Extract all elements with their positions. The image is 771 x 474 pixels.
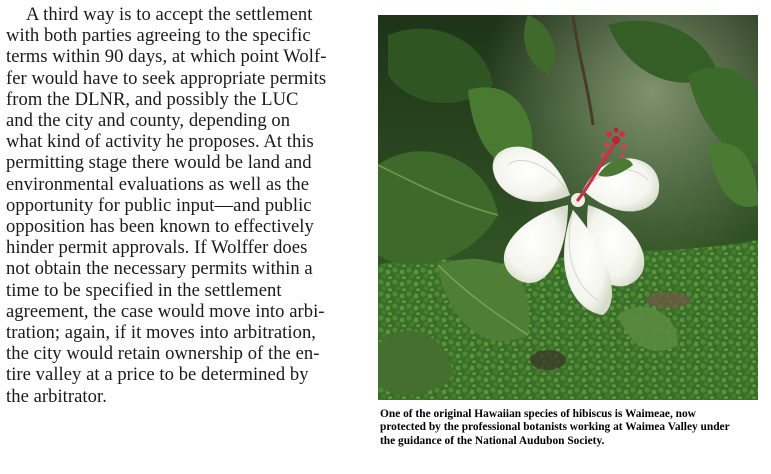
hibiscus-illustration (378, 15, 758, 400)
article-line: opportunity for public input—and public (6, 194, 312, 216)
article-line: tire valley at a price to be determined by (6, 364, 309, 386)
article-paragraph (6, 4, 366, 407)
article-line: the arbitrator. (6, 385, 107, 407)
article-line: the city would retain ownership of the en- (6, 343, 320, 365)
article-column (6, 4, 366, 470)
article-line: tration; again, if it moves into arbitration, (6, 322, 317, 344)
caption-line: protected by the professional botanists working at Waimea Valley under (380, 421, 730, 434)
caption-line: the guidance of the National Audubon Society. (380, 434, 605, 447)
article-line: opposition has been known to effectively (6, 216, 314, 238)
article-line: fer would have to seek appropriate permits (6, 67, 327, 89)
article-line: agreement, the case would move into arbi- (6, 300, 325, 322)
photo-caption (380, 408, 758, 448)
article-line: from the DLNR, and possibly the LUC (6, 88, 299, 110)
article-line: hinder permit approvals. If Wolffer does (6, 237, 308, 259)
article-line: and the city and county, depending on (6, 110, 291, 132)
article-line: A third way is to accept the settlement (26, 4, 313, 25)
article-line: not obtain the necessary permits within a (6, 258, 313, 280)
article-line: terms within 90 days, at which point Wolf- (6, 46, 327, 68)
photo-figure (378, 15, 758, 455)
article-line: what kind of activity he proposes. At this (6, 131, 314, 153)
article-line: with both parties agreeing to the specific (6, 25, 311, 47)
caption-line: One of the original Hawaiian species of hibiscus is Waimeae, now (380, 408, 696, 420)
article-line: permitting stage there would be land and (6, 152, 312, 174)
article-line: time to be specified in the settlement (6, 279, 282, 301)
article-line: environmental evaluations as well as the (6, 173, 310, 195)
hibiscus-photo (378, 15, 758, 400)
